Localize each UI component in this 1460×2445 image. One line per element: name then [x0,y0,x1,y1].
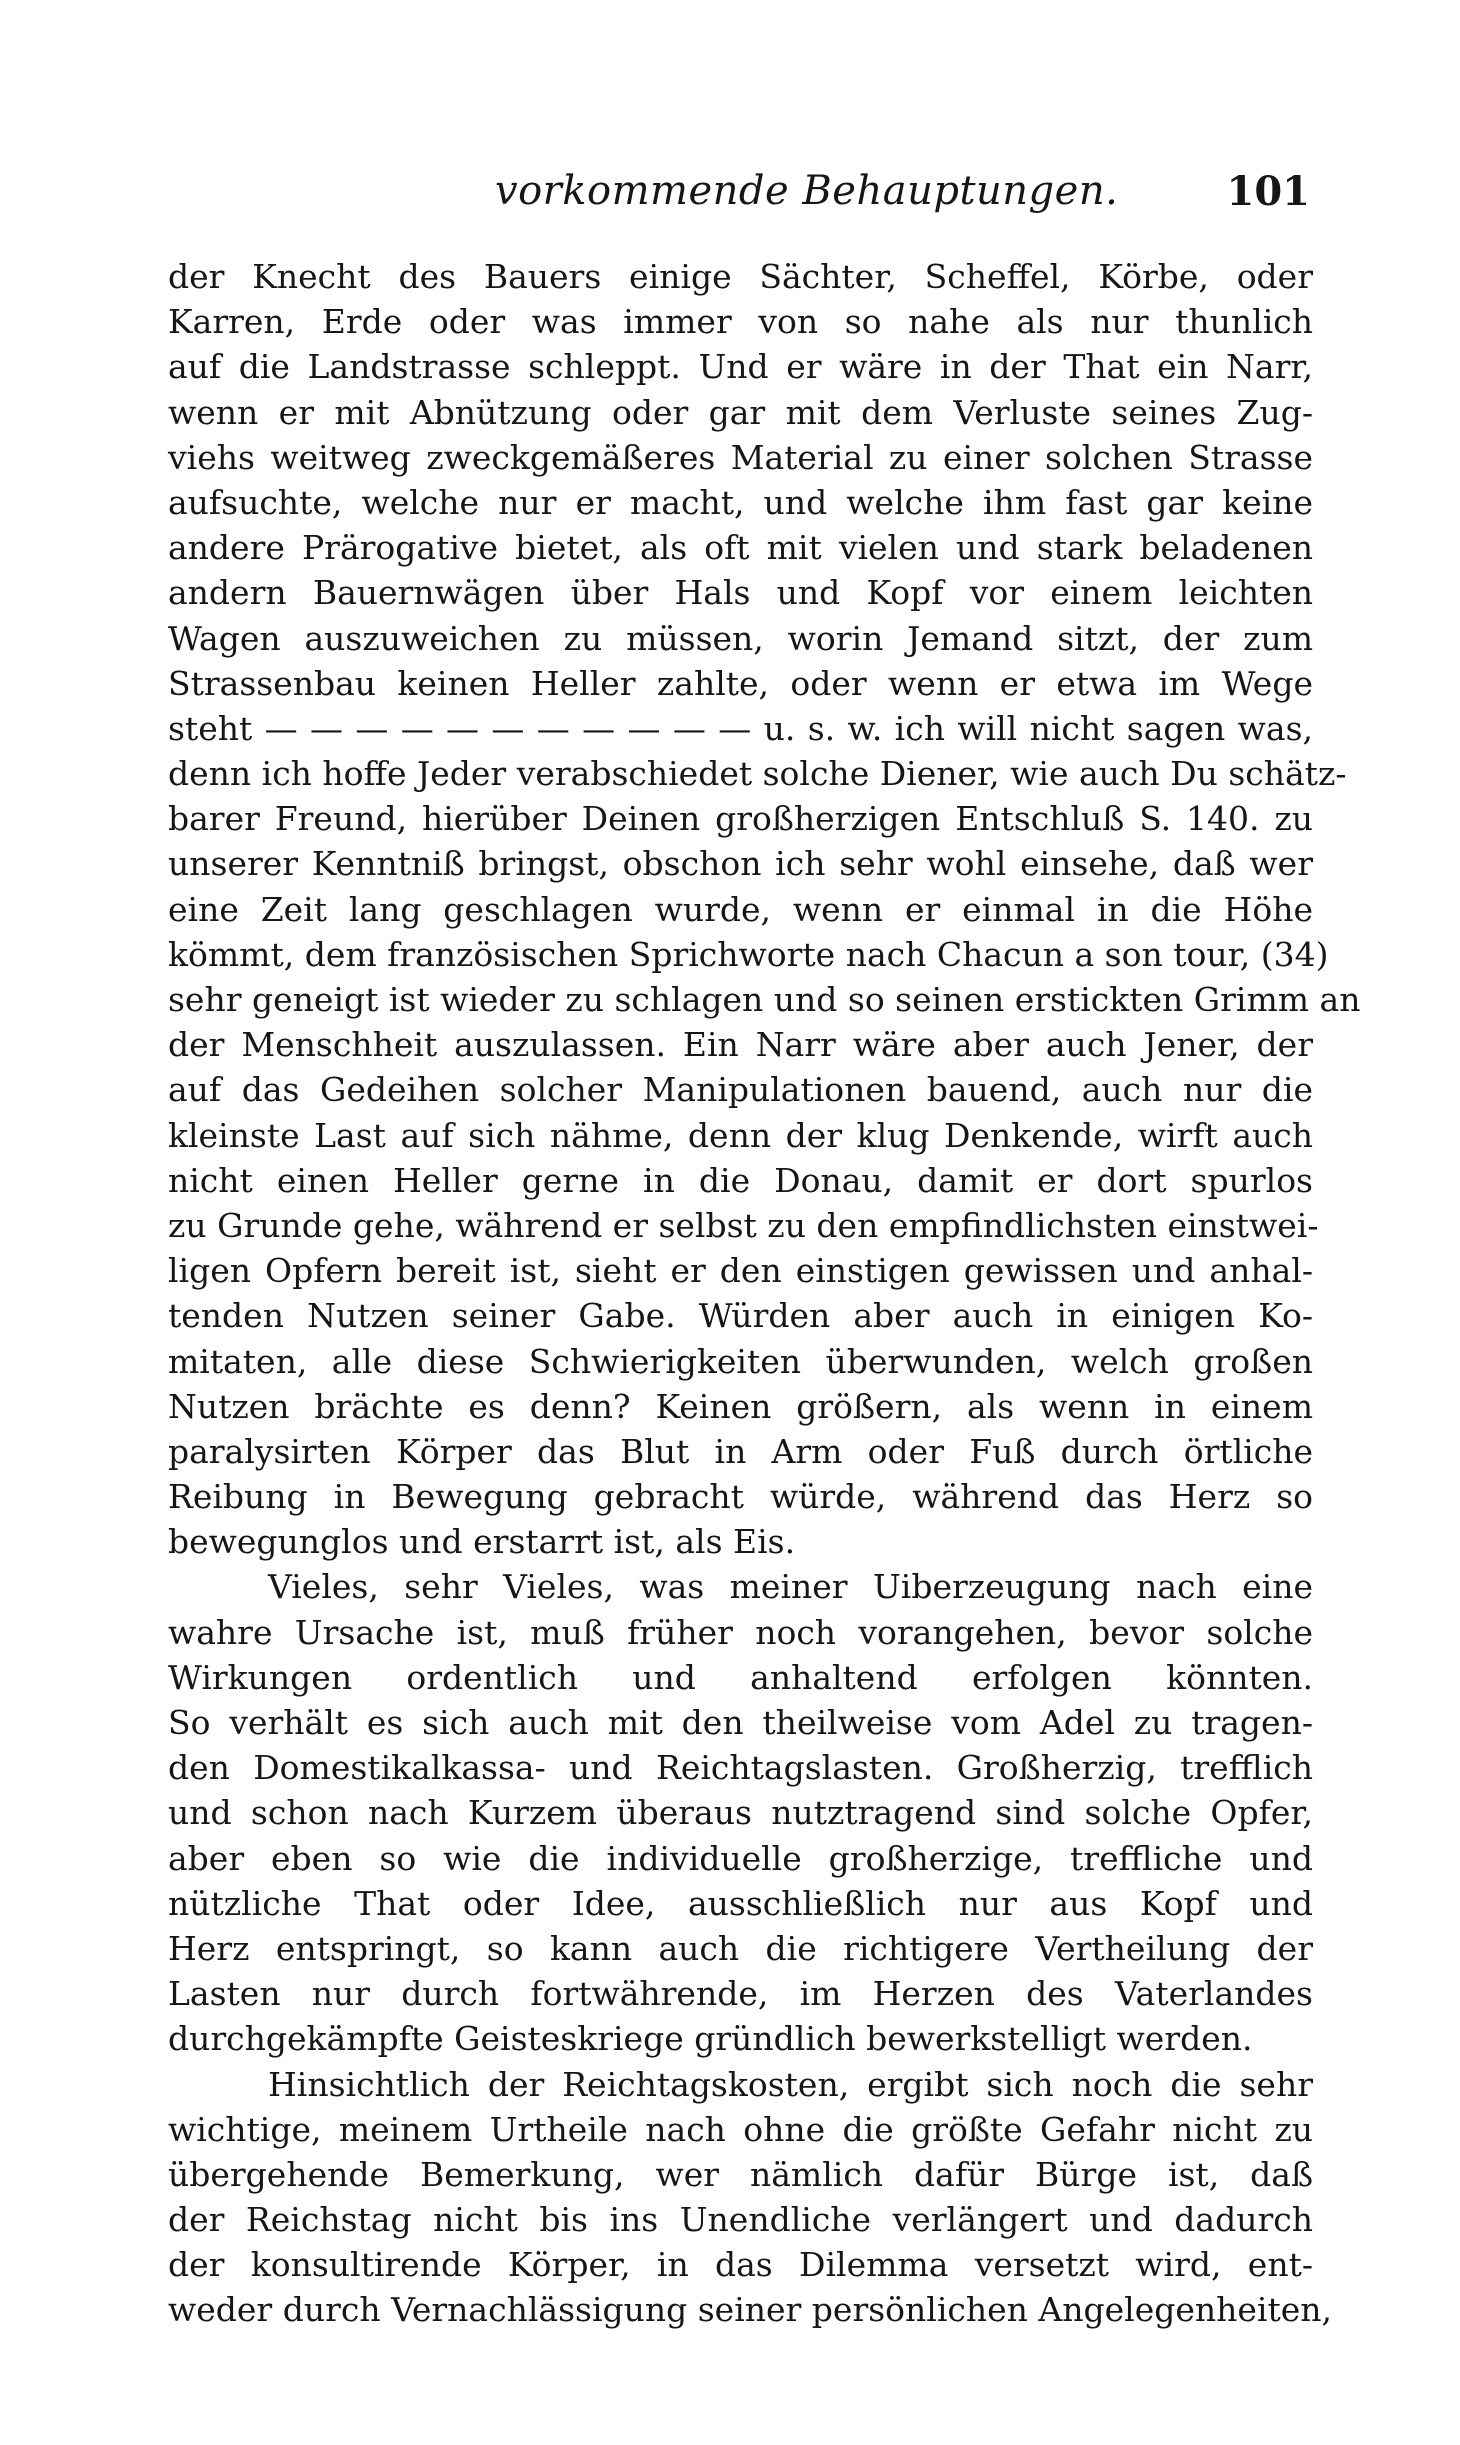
text-line: nicht einen Heller gerne in die Donau, damit er dort spurlos [168,1160,1313,1200]
running-header [170,168,1310,228]
text-line: kömmt, dem französischen Sprichworte nach Chacun a son tour, (34) [168,934,1329,974]
paragraph-start-line: Vieles, sehr Vieles, was meiner Uiberzeugung nach eine [268,1567,1313,1607]
text-line: mitaten, alle diese Schwierigkeiten überwunden, welch großen [168,1341,1313,1381]
text-line: viehs weitweg zweckgemäßeres Material zu einer solchen Strasse [168,437,1313,477]
text-line: Strassenbau keinen Heller zahlte, oder wenn er etwa im Wege [168,663,1313,703]
text-line: den Domestikalkassa- und Reichtagslasten. Großherzig, trefflich [168,1748,1313,1788]
text-line: tenden Nutzen seiner Gabe. Würden aber auch in einigen Ko- [168,1296,1313,1336]
text-line: denn ich hoffe Jeder verabschiedet solche Diener, wie auch Du schätz- [168,754,1347,794]
text-line: andere Prärogative bietet, als oft mit vielen und stark beladenen [168,528,1313,568]
text-line: auf die Landstrasse schleppt. Und er wäre in der That ein Narr, [168,347,1313,387]
running-title: vorkommende Behauptungen. [495,168,1119,214]
paragraph-start-line: Hinsichtlich der Reichtagskosten, ergibt sich noch die sehr [268,2064,1313,2104]
text-line: unserer Kenntniß bringst, obschon ich sehr wohl einsehe, daß wer [168,844,1313,884]
text-line: wahre Ursache ist, muß früher noch vorangehen, bevor solche [168,1612,1313,1652]
text-line: sehr geneigt ist wieder zu schlagen und so seinen erstickten Grimm an [168,980,1361,1019]
text-line: Wirkungen ordentlich und anhaltend erfolgen könnten. [168,1657,1313,1697]
body-text [168,254,1361,2333]
text-line: Karren, Erde oder was immer von so nahe als nur thunlich [168,302,1313,342]
text-line: der konsultirende Körper, in das Dilemma versetzt wird, ent- [168,2245,1313,2285]
text-line: auf das Gedeihen solcher Manipulationen bauend, auch nur die [168,1070,1313,1110]
text-line: kleinste Last auf sich nähme, denn der klug Denkende, wirft auch [168,1115,1313,1155]
text-line: eine Zeit lang geschlagen wurde, wenn er einmal in die Höhe [168,889,1313,929]
paragraph-end-line: durchgekämpfte Geisteskriege gründlich bewerkstelligt werden. [168,2019,1253,2059]
page-number: 101 [1226,168,1310,215]
text-line: weder durch Vernachlässigung seiner persönlichen Angelegenheiten, [168,2290,1333,2330]
paragraph-end-line: bewegunglos und erstarrt ist, als Eis. [168,1522,796,1562]
text-line: barer Freund, hierüber Deinen großherzigen Entschluß S. 140. zu [168,799,1313,839]
text-line: zu Grunde gehe, während er selbst zu den empfindlichsten einstwei- [168,1205,1319,1245]
text-line: und schon nach Kurzem überaus nutztragend sind solche Opfer, [168,1793,1313,1833]
text-line: steht — — — — — — — — — — — u. s. w. ich will nicht sagen was, [168,708,1313,748]
text-line: Lasten nur durch fortwährende, im Herzen des Vaterlandes [168,1974,1313,2014]
text-line: Herz entspringt, so kann auch die richtigere Vertheilung der [168,1928,1313,1968]
text-line: nützliche That oder Idee, ausschließlich nur aus Kopf und [168,1883,1313,1923]
text-line: aufsuchte, welche nur er macht, und welche ihm fast gar keine [168,482,1313,522]
text-line: ligen Opfern bereit ist, sieht er den einstigen gewissen und anhal- [168,1251,1313,1291]
text-line: wenn er mit Abnützung oder gar mit dem Verluste seines Zug- [168,392,1313,432]
text-line: Reibung in Bewegung gebracht würde, während das Herz so [168,1477,1313,1517]
text-line: der Knecht des Bauers einige Sächter, Scheffel, Körbe, oder [168,257,1313,296]
text-line: Wagen auszuweichen zu müssen, worin Jemand sitzt, der zum [168,618,1313,658]
text-line: der Menschheit auszulassen. Ein Narr wäre aber auch Jener, der [168,1025,1313,1065]
text-line: andern Bauernwägen über Hals und Kopf vor einem leichten [168,573,1313,613]
text-line: wichtige, meinem Urtheile nach ohne die größte Gefahr nicht zu [168,2109,1313,2149]
text-line: Nutzen brächte es denn? Keinen größern, als wenn in einem [168,1386,1313,1426]
text-line: der Reichstag nicht bis ins Unendliche verlängert und dadurch [168,2200,1313,2240]
text-line: So verhält es sich auch mit den theilweise vom Adel zu tragen- [168,1703,1313,1742]
text-line: paralysirten Körper das Blut in Arm oder Fuß durch örtliche [168,1431,1313,1471]
text-line: übergehende Bemerkung, wer nämlich dafür Bürge ist, daß [168,2154,1313,2194]
text-line: aber eben so wie die individuelle großherzige, treffliche und [168,1838,1313,1878]
